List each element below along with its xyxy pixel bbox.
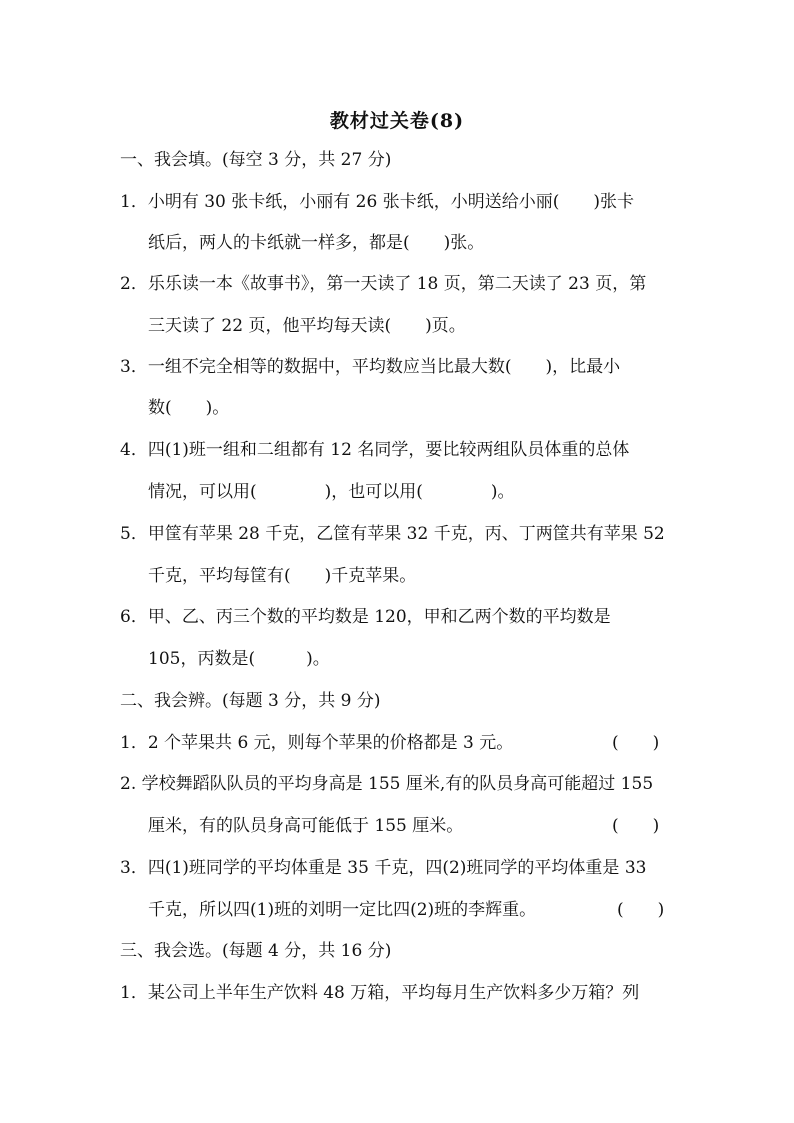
section-heading-fill: 一、我会填。(每空 3 分，共 27 分): [120, 150, 392, 170]
question-line: 三天读了 22 页，他平均每天读( )页。: [148, 316, 466, 336]
section-heading-choose: 三、我会选。(每题 4 分，共 16 分): [120, 941, 392, 961]
section-heading-judge: 二、我会辨。(每题 3 分，共 9 分): [120, 691, 381, 711]
question-line: 4．四(1)班一组和二组都有 12 名同学，要比较两组队员体重的总体: [120, 440, 630, 460]
question-line: 3．四(1)班同学的平均体重是 35 千克，四(2)班同学的平均体重是 33: [120, 858, 647, 878]
question-line: 情况，可以用( )，也可以用( )。: [148, 482, 515, 502]
question-line: 厘米，有的队员身高可能低于 155 厘米。: [148, 816, 464, 836]
question-line: 2．乐乐读一本《故事书》，第一天读了 18 页，第二天读了 23 页，第: [120, 274, 647, 294]
question-line: 千克，所以四(1)班的刘明一定比四(2)班的李辉重。: [148, 900, 537, 920]
question-line: 2. 学校舞蹈队队员的平均身高是 155 厘米,有的队员身高可能超过 155: [120, 774, 654, 794]
question-line: 5．甲筐有苹果 28 千克，乙筐有苹果 32 千克，丙、丁两筐共有苹果 52: [120, 524, 665, 544]
question-line: 数( )。: [148, 398, 230, 418]
page-title: 教材过关卷(8): [329, 110, 465, 132]
question-line: 1．2 个苹果共 6 元，则每个苹果的价格都是 3 元。: [120, 733, 514, 753]
question-line: 千克，平均每筐有( )千克苹果。: [148, 566, 417, 586]
question-line: 105，丙数是( )。: [148, 649, 330, 669]
question-line: 3．一组不完全相等的数据中，平均数应当比最大数( )，比最小: [120, 357, 621, 377]
question-line: 纸后，两人的卡纸就一样多，都是( )张。: [148, 233, 485, 253]
question-line: 1．小明有 30 张卡纸，小丽有 26 张卡纸，小明送给小丽( )张卡: [120, 192, 634, 212]
answer-bracket: ( ): [612, 816, 660, 836]
question-line: 1．某公司上半年生产饮料 48 万箱，平均每月生产饮料多少万箱？列: [120, 983, 640, 1003]
question-line: 6．甲、乙、丙三个数的平均数是 120，甲和乙两个数的平均数是: [120, 607, 611, 627]
answer-bracket: ( ): [612, 733, 660, 753]
answer-bracket: ( ): [617, 900, 665, 920]
